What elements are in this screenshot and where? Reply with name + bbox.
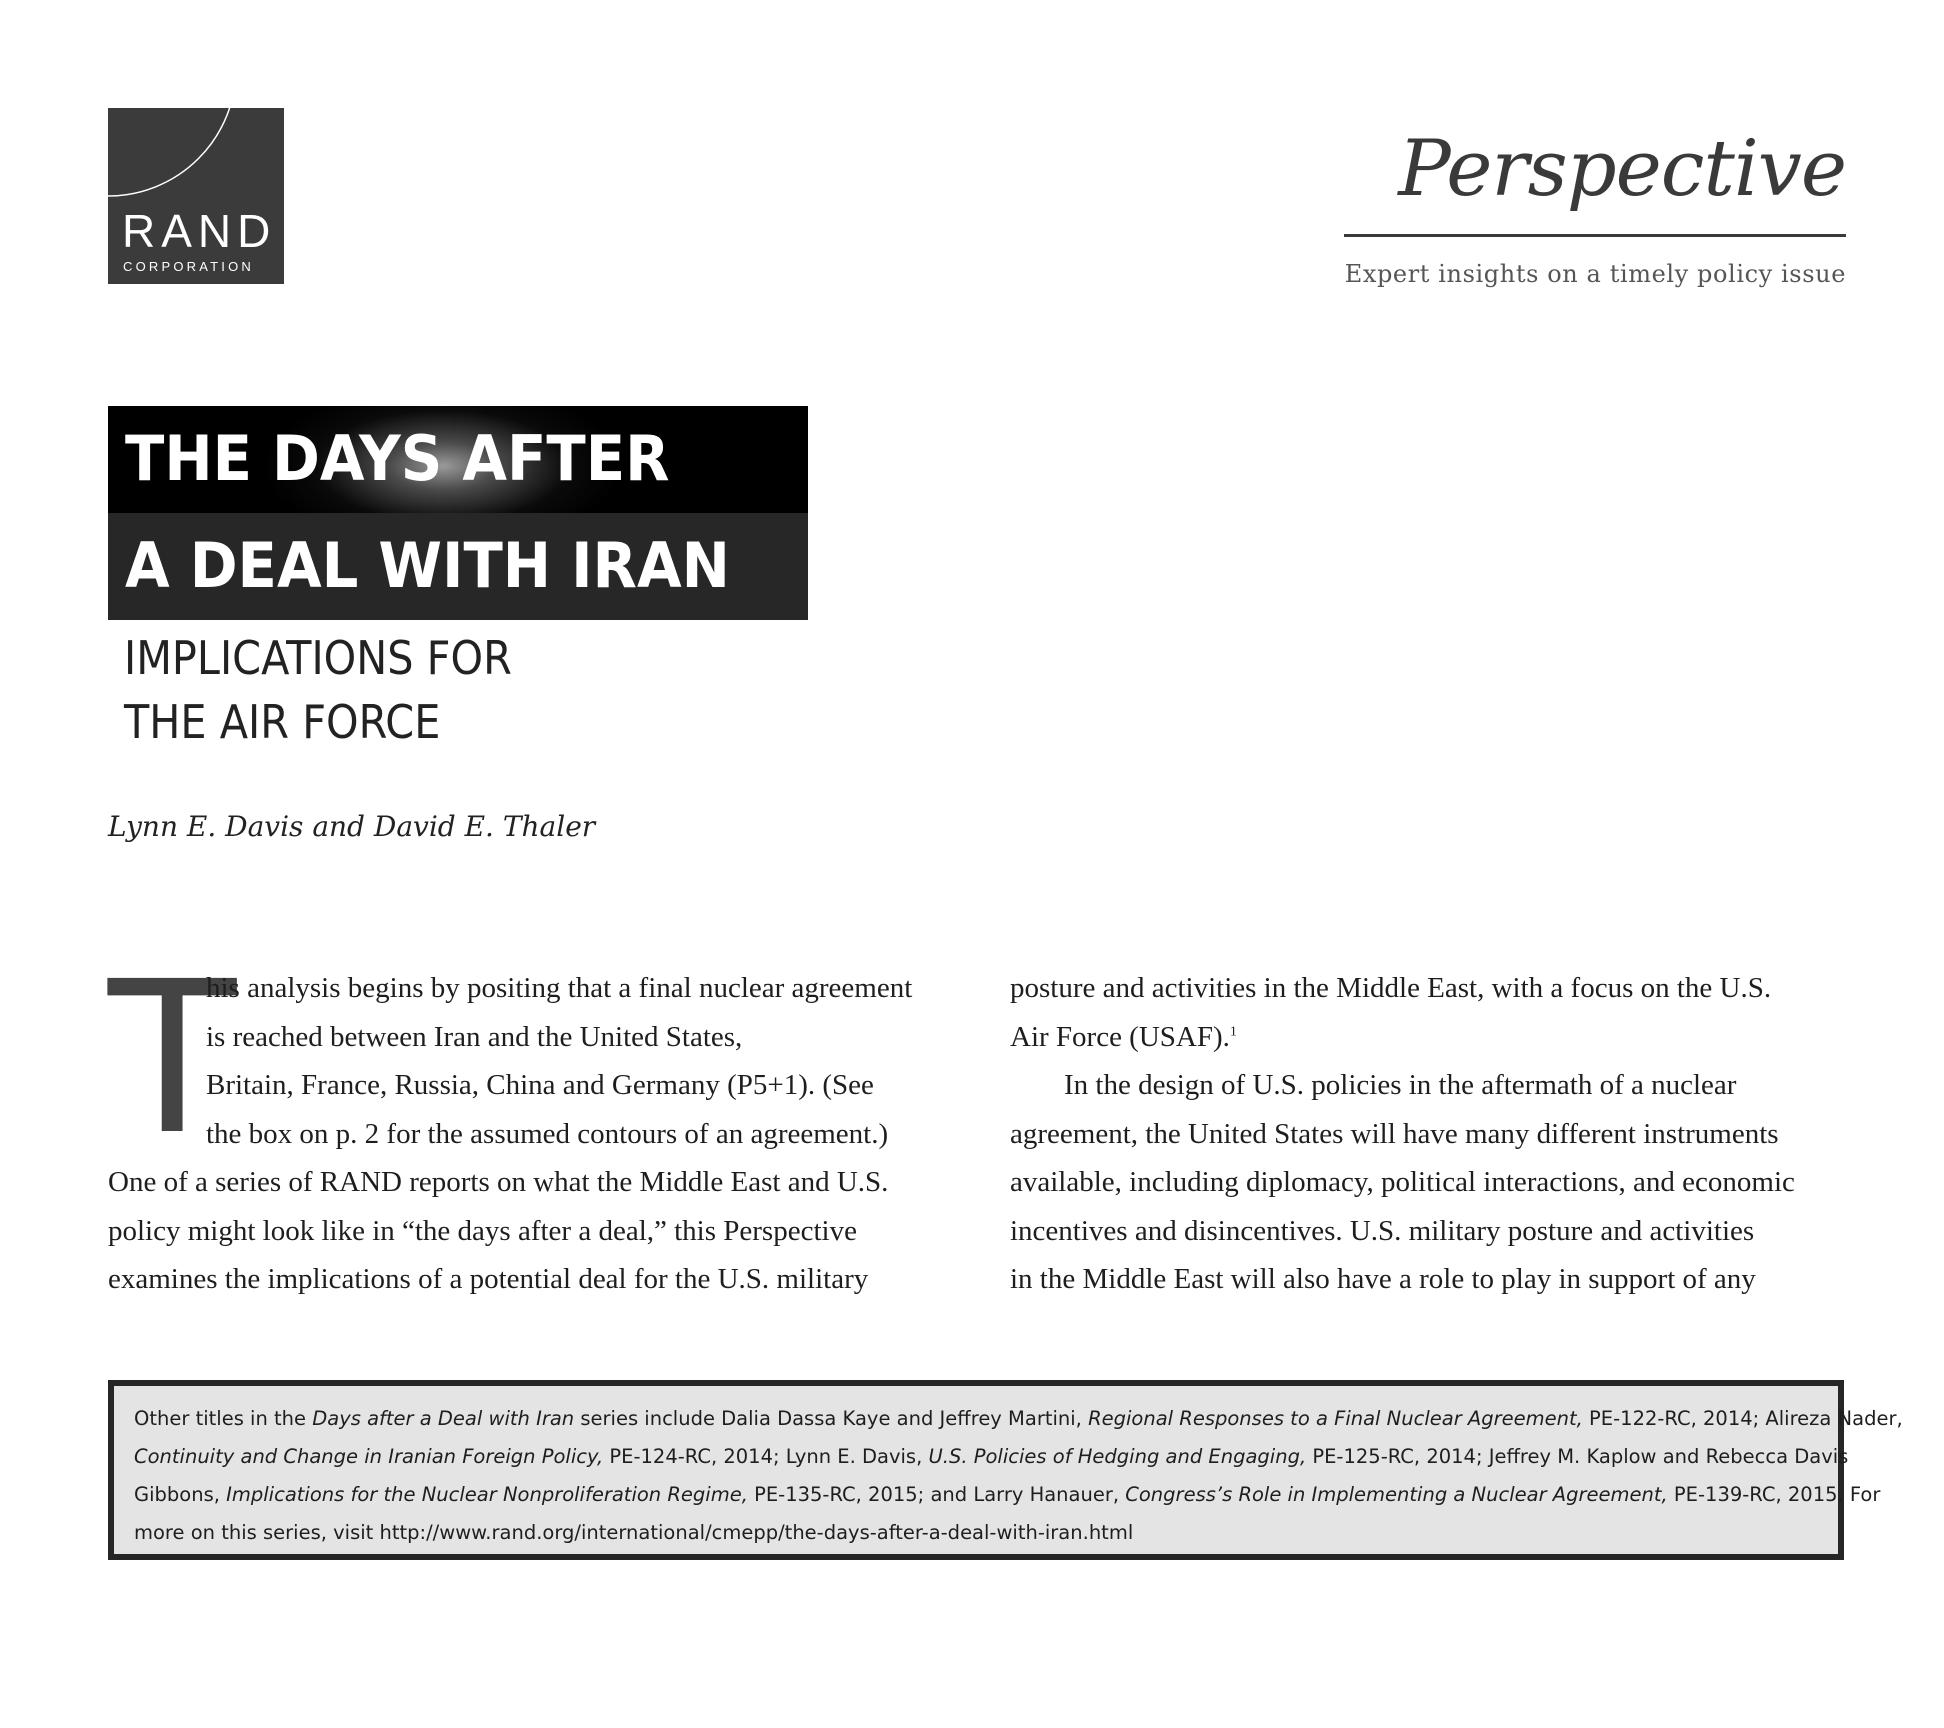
body-column-right (1010, 964, 1850, 1304)
body-line-with-footnote (1010, 1013, 1850, 1062)
body-line: Britain, France, Russia, China and Germany (P5+1). (See (206, 1069, 874, 1101)
subtitle (124, 626, 512, 754)
subtitle-line-2: THE AIR FORCE (124, 695, 441, 749)
body-line: One of a series of RAND reports on what the Middle East and U.S. (108, 1166, 889, 1198)
note-title: Implications for the Nuclear Nonproliferation Regime, (226, 1483, 748, 1506)
note-line (134, 1438, 1849, 1476)
title-banner-bottom (108, 513, 808, 620)
series-note-box (108, 1380, 1903, 1560)
body-line: his analysis begins by positing that a final nuclear agreement (206, 972, 913, 1004)
body-line: the box on p. 2 for the assumed contours of an agreement.) (206, 1117, 889, 1150)
body-line: available, including diplomacy, political interactions, and economic (1010, 1166, 1795, 1198)
authors: Lynn E. Davis and David E. Thaler (108, 810, 596, 843)
note-title: U.S. Policies of Hedging and Engaging, (928, 1445, 1307, 1468)
note-line (134, 1400, 1903, 1438)
note-text: Gibbons, (134, 1483, 227, 1506)
logo-subname: CORPORATION (123, 259, 255, 274)
rand-logo (108, 108, 284, 284)
body-line: incentives and disincentives. U.S. military posture and activities (1010, 1214, 1755, 1247)
body-column-left (108, 964, 938, 1304)
body-line: policy might look like in “the days after a deal,” this Perspective (108, 1214, 857, 1247)
title-banner-top (108, 406, 808, 513)
logo-name: RAND (122, 205, 277, 257)
subtitle-line-1: IMPLICATIONS FOR (124, 631, 512, 685)
note-text: Other titles in the (134, 1407, 313, 1430)
note-text: PE-135-RC, 2015; and Larry Hanauer, (747, 1483, 1126, 1506)
note-title: Congress’s Role in Implementing a Nuclear Agreement, (1125, 1483, 1668, 1506)
body-line: in the Middle East will also have a role to play in support of any (1010, 1263, 1756, 1295)
note-text: series include Dalia Dassa Kaye and Jeffrey Martini, (574, 1407, 1089, 1430)
body-line: posture and activities in the Middle East, with a focus on the U.S. (1010, 972, 1772, 1004)
note-text: PE-125-RC, 2014; Jeffrey M. Kaplow and Rebecca Davis (1306, 1445, 1849, 1468)
note-url-line[interactable]: more on this series, visit http://www.rand.org/international/cmepp/the-days-after-a-deal-with-iran.html (134, 1521, 1134, 1544)
body-line: In the design of U.S. policies in the aftermath of a nuclear (1064, 1069, 1737, 1101)
note-text: PE-122-RC, 2014; Alireza Nader, (1582, 1407, 1903, 1430)
logo-arc-icon (108, 108, 284, 284)
body-line: is reached between Iran and the United States, (206, 1020, 743, 1053)
title-line-2: A DEAL WITH IRAN (125, 529, 730, 602)
title-line-1: THE DAYS AFTER (125, 422, 670, 495)
series-title: Perspective (1398, 124, 1846, 214)
body-line: agreement, the United States will have many different instruments (1010, 1117, 1779, 1150)
header-rule (1344, 234, 1846, 237)
note-text: PE-139-RC, 2015. For (1667, 1483, 1881, 1506)
footnote-ref[interactable]: 1 (1229, 1023, 1237, 1039)
note-text: PE-124-RC, 2014; Lynn E. Davis, (603, 1445, 929, 1468)
series-tagline: Expert insights on a timely policy issue (1344, 260, 1846, 288)
note-title: Continuity and Change in Iranian Foreign Policy, (134, 1445, 604, 1468)
body-line-text: Air Force (USAF). (1010, 1020, 1230, 1053)
note-line (134, 1476, 1881, 1514)
note-series-name: Days after a Deal with Iran (312, 1407, 575, 1430)
drop-cap: T (108, 936, 237, 1181)
note-title: Regional Responses to a Final Nuclear Agreement, (1088, 1407, 1583, 1430)
body-line: examines the implications of a potential deal for the U.S. military (108, 1263, 869, 1295)
